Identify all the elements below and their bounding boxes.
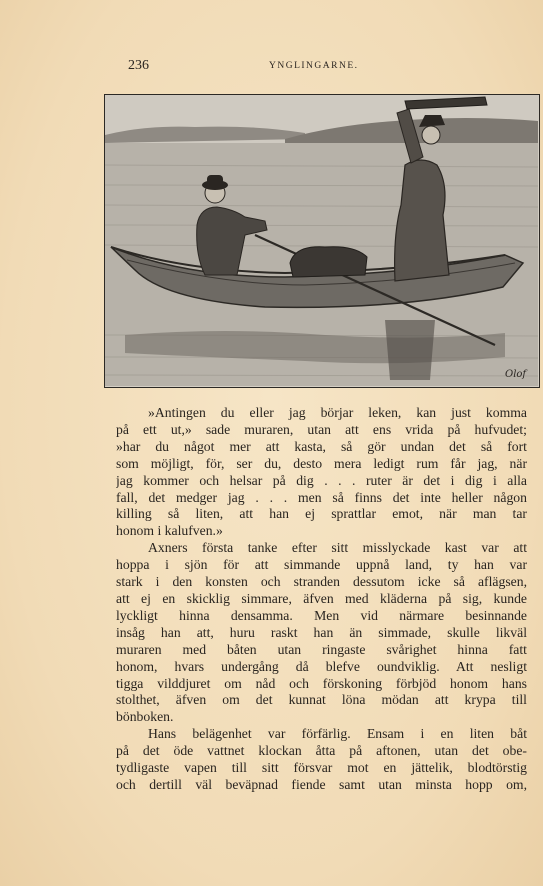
text-line: muraren med båten utan ringaste svårighet hinna fatt [116,641,527,657]
text-line: Axners första tanke efter sitt misslyckade kast var att [148,540,527,556]
page-number: 236 [128,58,149,73]
running-title: YNGLINGARNE. [269,61,359,71]
text-line: fall, det medger jag . . . men så finns det inte heller någon [116,489,527,505]
text-line: lyckligt hinna densamma. Men vid närmare besinnande [116,607,527,623]
boat-scene-illustration [104,94,540,388]
text-line: stark i den konsten och stranden dessutom icke så aflägsen, [116,574,527,590]
page-header [128,58,428,76]
text-line: att ej en skicklig simmare, äfven med kläderna på sig, kunde [116,590,527,606]
text-line: honom i kalufven.» [116,523,223,539]
text-line: tigga vilddjuret om nåd och förskoning förbjöd honom hans [116,675,527,691]
text-line: honom, hvars undergång då blefve oundviklig. Att nesligt [116,658,527,674]
text-line: jag kommer och helsar på dig . . . ruter är det i dig i alla [116,472,527,488]
text-line: bönboken. [116,709,174,725]
text-line: »har du något mer att kasta, så gör undan det så fort [116,438,527,454]
text-line: på det öde vattnet klockan åtta på aftonen, utan det obe- [116,743,527,759]
text-line: killing så liten, att han ej sprattlar emot, när man tar [116,506,527,522]
illustration-drawing [105,95,538,386]
text-line: stolthet, äfven om det kunnat löna mödan att krypa till [116,692,527,708]
text-line: hoppa i sjön för att simmande uppnå land, ty han var [116,557,527,573]
text-line: »Antingen du eller jag börjar leken, kan just komma [148,405,527,420]
body-text [116,405,527,794]
text-line: som möjligt, för, ser du, desto mera ledigt rum får jag, när [116,455,527,471]
text-line: och dertill väl beväpnad fiende samt utan minsta hopp om, [116,776,527,792]
artist-signature: Olof [505,369,527,380]
text-line: på ett ut,» sade muraren, utan att ens vrida på hufvudet; [116,421,527,437]
text-line: tydligaste vapen till sitt försvar mot en jättelik, blodtörstig [116,760,527,776]
text-line: insåg han att, huru raskt han än simmade, skulle likväl [116,624,527,640]
text-line: Hans belägenhet var förfärlig. Ensam i en liten båt [148,726,527,742]
